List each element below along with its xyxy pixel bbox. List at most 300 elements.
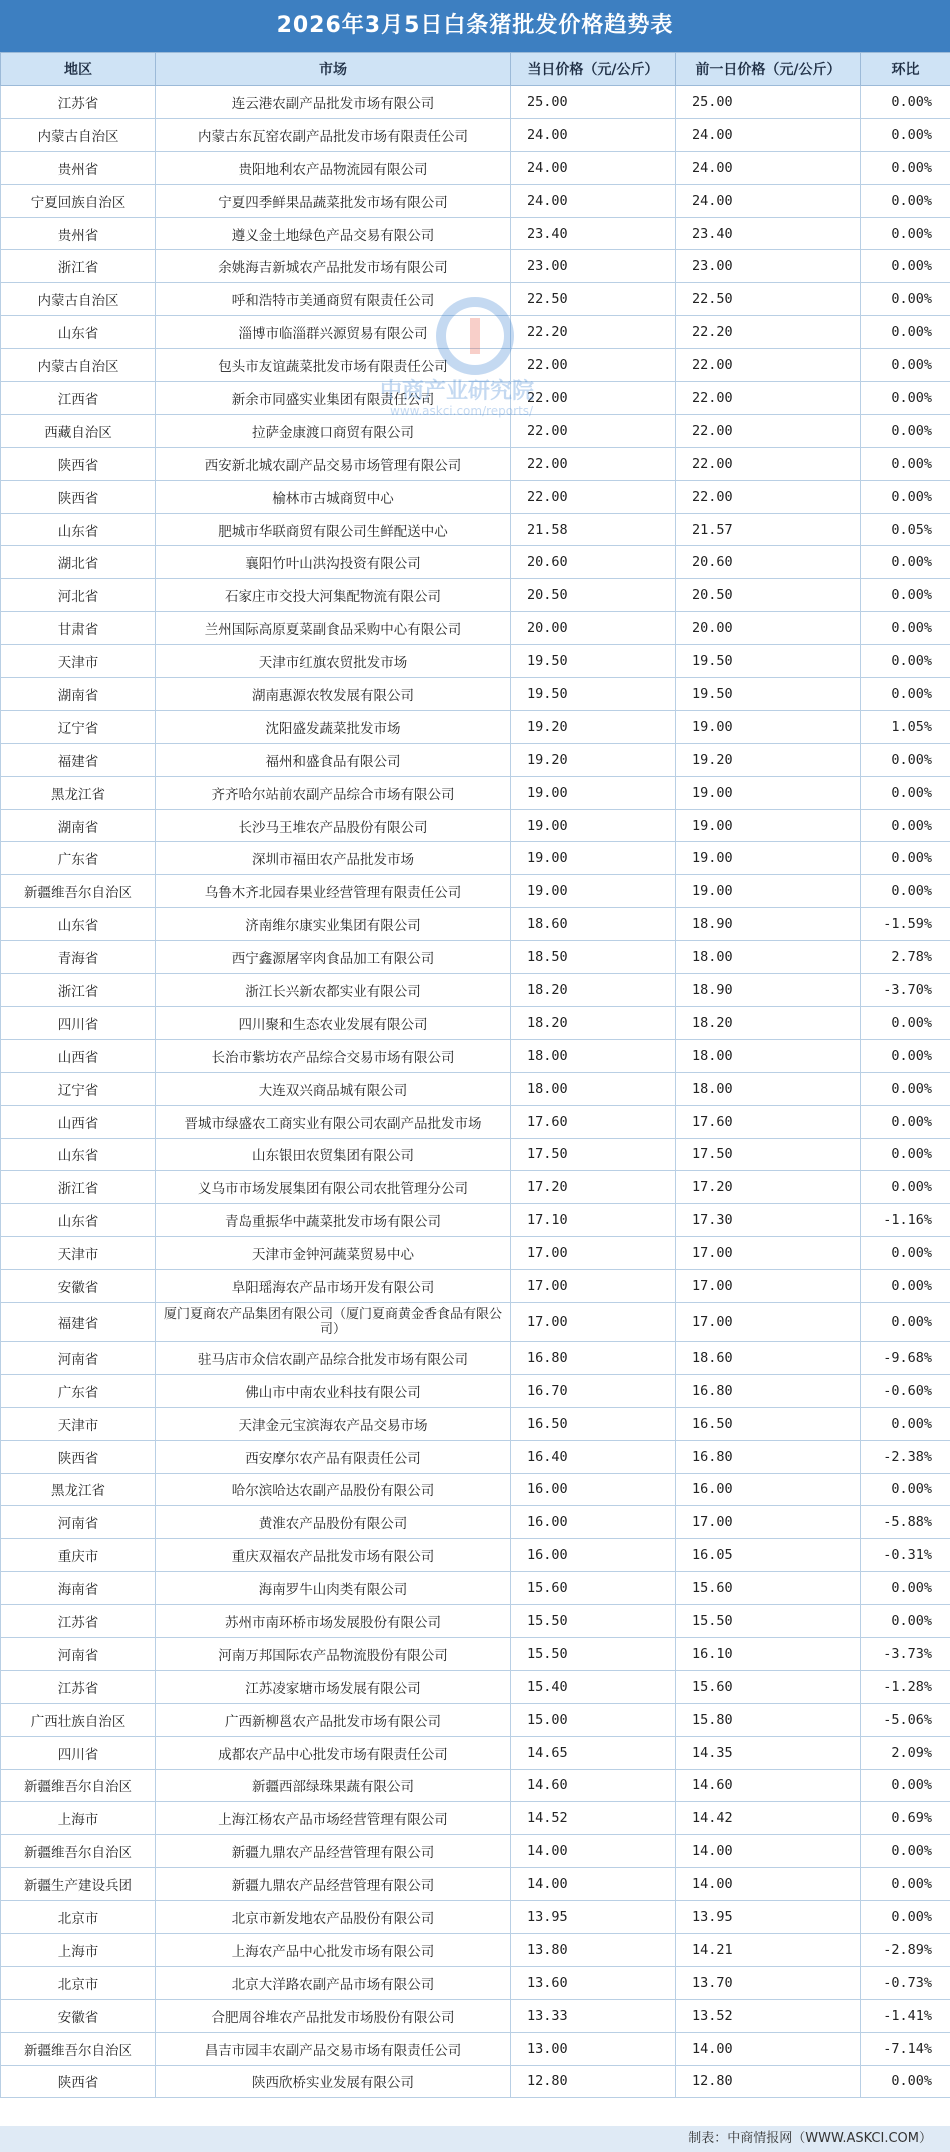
cell-prev-price: 16.10 xyxy=(676,1637,861,1670)
cell-region: 天津市 xyxy=(1,1407,156,1440)
table-row xyxy=(1,382,950,415)
cell-today-price: 19.20 xyxy=(511,710,676,743)
cell-change: -1.16% xyxy=(861,1204,950,1237)
cell-today-price: 22.00 xyxy=(511,447,676,480)
table-row xyxy=(1,118,950,151)
cell-today-price: 17.50 xyxy=(511,1138,676,1171)
cell-region: 辽宁省 xyxy=(1,710,156,743)
cell-today-price: 20.50 xyxy=(511,579,676,612)
cell-prev-price: 13.70 xyxy=(676,1966,861,1999)
cell-market: 呼和浩特市美通商贸有限责任公司 xyxy=(156,283,511,316)
table-row xyxy=(1,974,950,1007)
cell-prev-price: 17.00 xyxy=(676,1270,861,1303)
table-row xyxy=(1,809,950,842)
cell-region: 新疆维吾尔自治区 xyxy=(1,1769,156,1802)
cell-region: 湖南省 xyxy=(1,678,156,711)
cell-market: 齐齐哈尔站前农副产品综合市场有限公司 xyxy=(156,776,511,809)
cell-prev-price: 15.50 xyxy=(676,1605,861,1638)
cell-today-price: 19.00 xyxy=(511,842,676,875)
cell-prev-price: 15.80 xyxy=(676,1703,861,1736)
cell-change: -1.59% xyxy=(861,908,950,941)
table-row xyxy=(1,612,950,645)
cell-prev-price: 16.05 xyxy=(676,1539,861,1572)
cell-today-price: 12.80 xyxy=(511,2065,676,2098)
table-row xyxy=(1,1999,950,2032)
cell-market: 黄淮农产品股份有限公司 xyxy=(156,1506,511,1539)
cell-change: 0.69% xyxy=(861,1802,950,1835)
watermark-url: www.askci.com/reports/ xyxy=(390,404,534,418)
table-row xyxy=(1,776,950,809)
table-row xyxy=(1,1835,950,1868)
table-row xyxy=(1,217,950,250)
table-row xyxy=(1,579,950,612)
table-row xyxy=(1,1341,950,1374)
header-prev-price: 前一日价格（元/公斤） xyxy=(676,53,861,86)
cell-change: 0.00% xyxy=(861,678,950,711)
cell-market: 陕西欣桥实业发展有限公司 xyxy=(156,2065,511,2098)
cell-prev-price: 22.50 xyxy=(676,283,861,316)
cell-region: 山西省 xyxy=(1,1105,156,1138)
cell-region: 山东省 xyxy=(1,513,156,546)
cell-today-price: 23.00 xyxy=(511,250,676,283)
cell-today-price: 19.00 xyxy=(511,809,676,842)
table-row xyxy=(1,283,950,316)
cell-market: 肥城市华联商贸有限公司生鲜配送中心 xyxy=(156,513,511,546)
cell-region: 内蒙古自治区 xyxy=(1,118,156,151)
cell-today-price: 18.50 xyxy=(511,941,676,974)
table-header-row xyxy=(1,53,950,86)
cell-today-price: 15.60 xyxy=(511,1572,676,1605)
cell-today-price: 15.00 xyxy=(511,1703,676,1736)
table-row xyxy=(1,710,950,743)
cell-prev-price: 17.00 xyxy=(676,1302,861,1341)
cell-market: 河南万邦国际农产品物流股份有限公司 xyxy=(156,1637,511,1670)
cell-today-price: 22.20 xyxy=(511,316,676,349)
cell-change: 0.00% xyxy=(861,382,950,415)
cell-market: 贵阳地利农产品物流园有限公司 xyxy=(156,151,511,184)
cell-market: 上海农产品中心批发市场有限公司 xyxy=(156,1933,511,1966)
cell-prev-price: 22.00 xyxy=(676,349,861,382)
table-row xyxy=(1,941,950,974)
cell-market: 驻马店市众信农副产品综合批发市场有限公司 xyxy=(156,1341,511,1374)
cell-today-price: 20.00 xyxy=(511,612,676,645)
table-row xyxy=(1,908,950,941)
cell-today-price: 20.60 xyxy=(511,546,676,579)
cell-change: -0.73% xyxy=(861,1966,950,1999)
cell-change: 0.00% xyxy=(861,743,950,776)
page-title: 2026年3月5日白条猪批发价格趋势表 xyxy=(0,0,950,52)
cell-change: 0.00% xyxy=(861,414,950,447)
cell-region: 江苏省 xyxy=(1,1670,156,1703)
cell-region: 山东省 xyxy=(1,908,156,941)
table-row xyxy=(1,1138,950,1171)
cell-prev-price: 14.00 xyxy=(676,1868,861,1901)
table-row xyxy=(1,1539,950,1572)
cell-prev-price: 17.00 xyxy=(676,1237,861,1270)
cell-change: 0.00% xyxy=(861,579,950,612)
cell-market: 榆林市古城商贸中心 xyxy=(156,480,511,513)
cell-change: 0.00% xyxy=(861,1039,950,1072)
cell-market: 西安新北城农副产品交易市场管理有限公司 xyxy=(156,447,511,480)
cell-prev-price: 12.80 xyxy=(676,2065,861,2098)
table-row xyxy=(1,2065,950,2098)
cell-today-price: 22.00 xyxy=(511,480,676,513)
cell-market: 天津市红旗农贸批发市场 xyxy=(156,645,511,678)
cell-region: 山东省 xyxy=(1,1204,156,1237)
cell-change: 0.00% xyxy=(861,1171,950,1204)
cell-region: 陕西省 xyxy=(1,447,156,480)
table-row xyxy=(1,316,950,349)
cell-today-price: 13.80 xyxy=(511,1933,676,1966)
cell-market: 厦门夏商农产品集团有限公司（厦门夏商黄金香食品有限公司） xyxy=(156,1302,511,1341)
cell-today-price: 16.00 xyxy=(511,1539,676,1572)
cell-market: 天津金元宝滨海农产品交易市场 xyxy=(156,1407,511,1440)
header-change: 环比 xyxy=(861,53,950,86)
table-row xyxy=(1,743,950,776)
cell-market: 海南罗牛山肉类有限公司 xyxy=(156,1572,511,1605)
cell-market: 新余市同盛实业集团有限责任公司 xyxy=(156,382,511,415)
cell-prev-price: 19.50 xyxy=(676,678,861,711)
cell-change: 2.78% xyxy=(861,941,950,974)
cell-change: 0.00% xyxy=(861,2065,950,2098)
cell-change: 0.00% xyxy=(861,1835,950,1868)
cell-prev-price: 19.00 xyxy=(676,809,861,842)
cell-region: 四川省 xyxy=(1,1736,156,1769)
cell-region: 黑龙江省 xyxy=(1,1473,156,1506)
cell-today-price: 14.60 xyxy=(511,1769,676,1802)
table-body xyxy=(1,86,950,2098)
cell-change: 0.00% xyxy=(861,316,950,349)
cell-market: 连云港农副产品批发市场有限公司 xyxy=(156,86,511,119)
cell-change: 0.00% xyxy=(861,1473,950,1506)
cell-market: 浙江长兴新农都实业有限公司 xyxy=(156,974,511,1007)
cell-market: 阜阳瑶海农产品市场开发有限公司 xyxy=(156,1270,511,1303)
cell-change: -5.88% xyxy=(861,1506,950,1539)
table-row xyxy=(1,184,950,217)
table-row xyxy=(1,1802,950,1835)
table-row xyxy=(1,349,950,382)
cell-today-price: 16.70 xyxy=(511,1374,676,1407)
cell-change: -0.60% xyxy=(861,1374,950,1407)
cell-change: -2.89% xyxy=(861,1933,950,1966)
table-row xyxy=(1,842,950,875)
table-row xyxy=(1,414,950,447)
cell-change: 0.00% xyxy=(861,1407,950,1440)
cell-change: 0.00% xyxy=(861,283,950,316)
cell-today-price: 14.52 xyxy=(511,1802,676,1835)
table-row xyxy=(1,546,950,579)
cell-prev-price: 21.57 xyxy=(676,513,861,546)
table-row xyxy=(1,447,950,480)
table-row xyxy=(1,1506,950,1539)
cell-prev-price: 19.00 xyxy=(676,875,861,908)
cell-prev-price: 15.60 xyxy=(676,1572,861,1605)
cell-change: 0.00% xyxy=(861,118,950,151)
cell-today-price: 24.00 xyxy=(511,151,676,184)
table-row xyxy=(1,1605,950,1638)
cell-prev-price: 14.35 xyxy=(676,1736,861,1769)
cell-market: 长沙马王堆农产品股份有限公司 xyxy=(156,809,511,842)
table-row xyxy=(1,513,950,546)
cell-today-price: 16.00 xyxy=(511,1506,676,1539)
cell-market: 新疆西部绿珠果蔬有限公司 xyxy=(156,1769,511,1802)
cell-today-price: 23.40 xyxy=(511,217,676,250)
cell-today-price: 21.58 xyxy=(511,513,676,546)
cell-prev-price: 13.95 xyxy=(676,1901,861,1934)
cell-change: 0.00% xyxy=(861,1901,950,1934)
cell-market: 沈阳盛发蔬菜批发市场 xyxy=(156,710,511,743)
cell-region: 河北省 xyxy=(1,579,156,612)
cell-change: 0.00% xyxy=(861,1769,950,1802)
cell-today-price: 17.20 xyxy=(511,1171,676,1204)
cell-today-price: 13.00 xyxy=(511,2032,676,2065)
cell-region: 北京市 xyxy=(1,1901,156,1934)
cell-today-price: 18.00 xyxy=(511,1072,676,1105)
table-row xyxy=(1,1868,950,1901)
cell-prev-price: 19.00 xyxy=(676,710,861,743)
cell-today-price: 18.60 xyxy=(511,908,676,941)
cell-change: 0.00% xyxy=(861,1270,950,1303)
cell-today-price: 17.00 xyxy=(511,1237,676,1270)
cell-prev-price: 19.20 xyxy=(676,743,861,776)
cell-prev-price: 18.20 xyxy=(676,1006,861,1039)
cell-change: 0.00% xyxy=(861,349,950,382)
cell-change: 2.09% xyxy=(861,1736,950,1769)
table-row xyxy=(1,1039,950,1072)
cell-today-price: 22.50 xyxy=(511,283,676,316)
footer-text: 制表：中商情报网（WWW.ASKCI.COM） xyxy=(688,2131,932,2146)
cell-region: 贵州省 xyxy=(1,217,156,250)
cell-region: 福建省 xyxy=(1,743,156,776)
cell-region: 辽宁省 xyxy=(1,1072,156,1105)
table-row xyxy=(1,250,950,283)
cell-prev-price: 16.80 xyxy=(676,1374,861,1407)
cell-change: 0.00% xyxy=(861,776,950,809)
cell-region: 黑龙江省 xyxy=(1,776,156,809)
cell-market: 遵义金土地绿色产品交易有限公司 xyxy=(156,217,511,250)
cell-market: 包头市友谊蔬菜批发市场有限责任公司 xyxy=(156,349,511,382)
cell-change: 0.05% xyxy=(861,513,950,546)
cell-region: 新疆维吾尔自治区 xyxy=(1,1835,156,1868)
cell-region: 贵州省 xyxy=(1,151,156,184)
cell-market: 重庆双福农产品批发市场有限公司 xyxy=(156,1539,511,1572)
cell-prev-price: 17.30 xyxy=(676,1204,861,1237)
cell-region: 广西壮族自治区 xyxy=(1,1703,156,1736)
cell-change: 0.00% xyxy=(861,842,950,875)
cell-prev-price: 16.50 xyxy=(676,1407,861,1440)
cell-today-price: 19.00 xyxy=(511,776,676,809)
price-table xyxy=(0,52,950,2098)
table-row xyxy=(1,1637,950,1670)
cell-market: 新疆九鼎农产品经营管理有限公司 xyxy=(156,1835,511,1868)
table-row xyxy=(1,480,950,513)
cell-region: 陕西省 xyxy=(1,1440,156,1473)
cell-prev-price: 20.60 xyxy=(676,546,861,579)
table-row xyxy=(1,1302,950,1341)
table-row xyxy=(1,1966,950,1999)
cell-market: 湖南惠源农牧发展有限公司 xyxy=(156,678,511,711)
cell-region: 新疆维吾尔自治区 xyxy=(1,2032,156,2065)
cell-today-price: 16.40 xyxy=(511,1440,676,1473)
cell-prev-price: 22.20 xyxy=(676,316,861,349)
cell-region: 广东省 xyxy=(1,1374,156,1407)
cell-today-price: 14.00 xyxy=(511,1868,676,1901)
cell-region: 海南省 xyxy=(1,1572,156,1605)
table-row xyxy=(1,1105,950,1138)
cell-prev-price: 16.80 xyxy=(676,1440,861,1473)
cell-region: 安徽省 xyxy=(1,1999,156,2032)
cell-today-price: 17.60 xyxy=(511,1105,676,1138)
cell-change: -0.31% xyxy=(861,1539,950,1572)
cell-today-price: 22.00 xyxy=(511,382,676,415)
table-row xyxy=(1,1473,950,1506)
cell-market: 北京市新发地农产品股份有限公司 xyxy=(156,1901,511,1934)
cell-market: 昌吉市园丰农副产品交易市场有限责任公司 xyxy=(156,2032,511,2065)
cell-today-price: 18.20 xyxy=(511,1006,676,1039)
table-row xyxy=(1,1440,950,1473)
cell-region: 山东省 xyxy=(1,316,156,349)
cell-market: 余姚海吉新城农产品批发市场有限公司 xyxy=(156,250,511,283)
cell-prev-price: 14.21 xyxy=(676,1933,861,1966)
cell-today-price: 19.50 xyxy=(511,645,676,678)
cell-region: 河南省 xyxy=(1,1341,156,1374)
cell-prev-price: 18.00 xyxy=(676,1039,861,1072)
cell-prev-price: 17.60 xyxy=(676,1105,861,1138)
cell-market: 长治市紫坊农产品综合交易市场有限公司 xyxy=(156,1039,511,1072)
cell-today-price: 16.50 xyxy=(511,1407,676,1440)
cell-region: 天津市 xyxy=(1,645,156,678)
cell-change: -1.41% xyxy=(861,1999,950,2032)
cell-today-price: 18.20 xyxy=(511,974,676,1007)
table-row xyxy=(1,1572,950,1605)
cell-region: 湖南省 xyxy=(1,809,156,842)
cell-today-price: 16.80 xyxy=(511,1341,676,1374)
footer-credit xyxy=(0,2126,950,2152)
cell-change: -5.06% xyxy=(861,1703,950,1736)
cell-region: 浙江省 xyxy=(1,974,156,1007)
cell-region: 河南省 xyxy=(1,1637,156,1670)
cell-region: 青海省 xyxy=(1,941,156,974)
table-row xyxy=(1,1072,950,1105)
cell-change: 0.00% xyxy=(861,1105,950,1138)
cell-market: 拉萨金康渡口商贸有限公司 xyxy=(156,414,511,447)
cell-region: 陕西省 xyxy=(1,2065,156,2098)
cell-change: -3.70% xyxy=(861,974,950,1007)
header-region: 地区 xyxy=(1,53,156,86)
cell-market: 上海江杨农产品市场经营管理有限公司 xyxy=(156,1802,511,1835)
cell-prev-price: 18.60 xyxy=(676,1341,861,1374)
cell-change: 0.00% xyxy=(861,1572,950,1605)
table-row xyxy=(1,1006,950,1039)
cell-change: 0.00% xyxy=(861,447,950,480)
table-row xyxy=(1,1736,950,1769)
cell-region: 内蒙古自治区 xyxy=(1,283,156,316)
cell-market: 晋城市绿盛农工商实业有限公司农副产品批发市场 xyxy=(156,1105,511,1138)
cell-change: 0.00% xyxy=(861,86,950,119)
cell-market: 成都农产品中心批发市场有限责任公司 xyxy=(156,1736,511,1769)
table-row xyxy=(1,678,950,711)
cell-today-price: 18.00 xyxy=(511,1039,676,1072)
table-row xyxy=(1,1933,950,1966)
cell-prev-price: 16.00 xyxy=(676,1473,861,1506)
cell-region: 浙江省 xyxy=(1,1171,156,1204)
cell-region: 甘肃省 xyxy=(1,612,156,645)
cell-market: 内蒙古东瓦窑农副产品批发市场有限责任公司 xyxy=(156,118,511,151)
cell-change: -7.14% xyxy=(861,2032,950,2065)
table-row xyxy=(1,1237,950,1270)
cell-region: 湖北省 xyxy=(1,546,156,579)
cell-change: 0.00% xyxy=(861,151,950,184)
cell-market: 江苏凌家塘市场发展有限公司 xyxy=(156,1670,511,1703)
cell-today-price: 22.00 xyxy=(511,414,676,447)
cell-region: 江苏省 xyxy=(1,1605,156,1638)
cell-prev-price: 22.00 xyxy=(676,382,861,415)
cell-today-price: 24.00 xyxy=(511,184,676,217)
cell-region: 山西省 xyxy=(1,1039,156,1072)
table-row xyxy=(1,1703,950,1736)
cell-market: 新疆九鼎农产品经营管理有限公司 xyxy=(156,1868,511,1901)
cell-market: 广西新柳邕农产品批发市场有限公司 xyxy=(156,1703,511,1736)
cell-market: 哈尔滨哈达农副产品股份有限公司 xyxy=(156,1473,511,1506)
cell-prev-price: 18.00 xyxy=(676,941,861,974)
cell-region: 江苏省 xyxy=(1,86,156,119)
cell-region: 山东省 xyxy=(1,1138,156,1171)
cell-market: 天津市金钟河蔬菜贸易中心 xyxy=(156,1237,511,1270)
cell-market: 苏州市南环桥市场发展股份有限公司 xyxy=(156,1605,511,1638)
cell-market: 义乌市市场发展集团有限公司农批管理分公司 xyxy=(156,1171,511,1204)
table-row xyxy=(1,1270,950,1303)
cell-market: 福州和盛食品有限公司 xyxy=(156,743,511,776)
cell-region: 内蒙古自治区 xyxy=(1,349,156,382)
cell-today-price: 19.00 xyxy=(511,875,676,908)
table-row xyxy=(1,875,950,908)
cell-region: 新疆维吾尔自治区 xyxy=(1,875,156,908)
cell-change: 0.00% xyxy=(861,1006,950,1039)
cell-today-price: 14.00 xyxy=(511,1835,676,1868)
cell-prev-price: 20.50 xyxy=(676,579,861,612)
cell-market: 山东银田农贸集团有限公司 xyxy=(156,1138,511,1171)
cell-today-price: 25.00 xyxy=(511,86,676,119)
cell-prev-price: 22.00 xyxy=(676,414,861,447)
cell-prev-price: 18.90 xyxy=(676,908,861,941)
cell-region: 重庆市 xyxy=(1,1539,156,1572)
cell-change: 1.05% xyxy=(861,710,950,743)
cell-today-price: 16.00 xyxy=(511,1473,676,1506)
cell-prev-price: 22.00 xyxy=(676,480,861,513)
header-today-price: 当日价格（元/公斤） xyxy=(511,53,676,86)
cell-today-price: 17.10 xyxy=(511,1204,676,1237)
table-row xyxy=(1,2032,950,2065)
cell-prev-price: 24.00 xyxy=(676,184,861,217)
cell-market: 四川聚和生态农业发展有限公司 xyxy=(156,1006,511,1039)
cell-region: 西藏自治区 xyxy=(1,414,156,447)
cell-market: 西安摩尔农产品有限责任公司 xyxy=(156,1440,511,1473)
cell-change: 0.00% xyxy=(861,1237,950,1270)
cell-change: 0.00% xyxy=(861,1138,950,1171)
cell-today-price: 15.40 xyxy=(511,1670,676,1703)
cell-change: 0.00% xyxy=(861,546,950,579)
cell-change: 0.00% xyxy=(861,480,950,513)
cell-prev-price: 23.40 xyxy=(676,217,861,250)
cell-market: 大连双兴商品城有限公司 xyxy=(156,1072,511,1105)
cell-today-price: 13.33 xyxy=(511,1999,676,2032)
cell-prev-price: 17.00 xyxy=(676,1506,861,1539)
watermark-text: 中商产业研究院 xyxy=(380,379,535,404)
cell-change: -9.68% xyxy=(861,1341,950,1374)
table-row xyxy=(1,1901,950,1934)
cell-change: 0.00% xyxy=(861,1868,950,1901)
cell-region: 江西省 xyxy=(1,382,156,415)
